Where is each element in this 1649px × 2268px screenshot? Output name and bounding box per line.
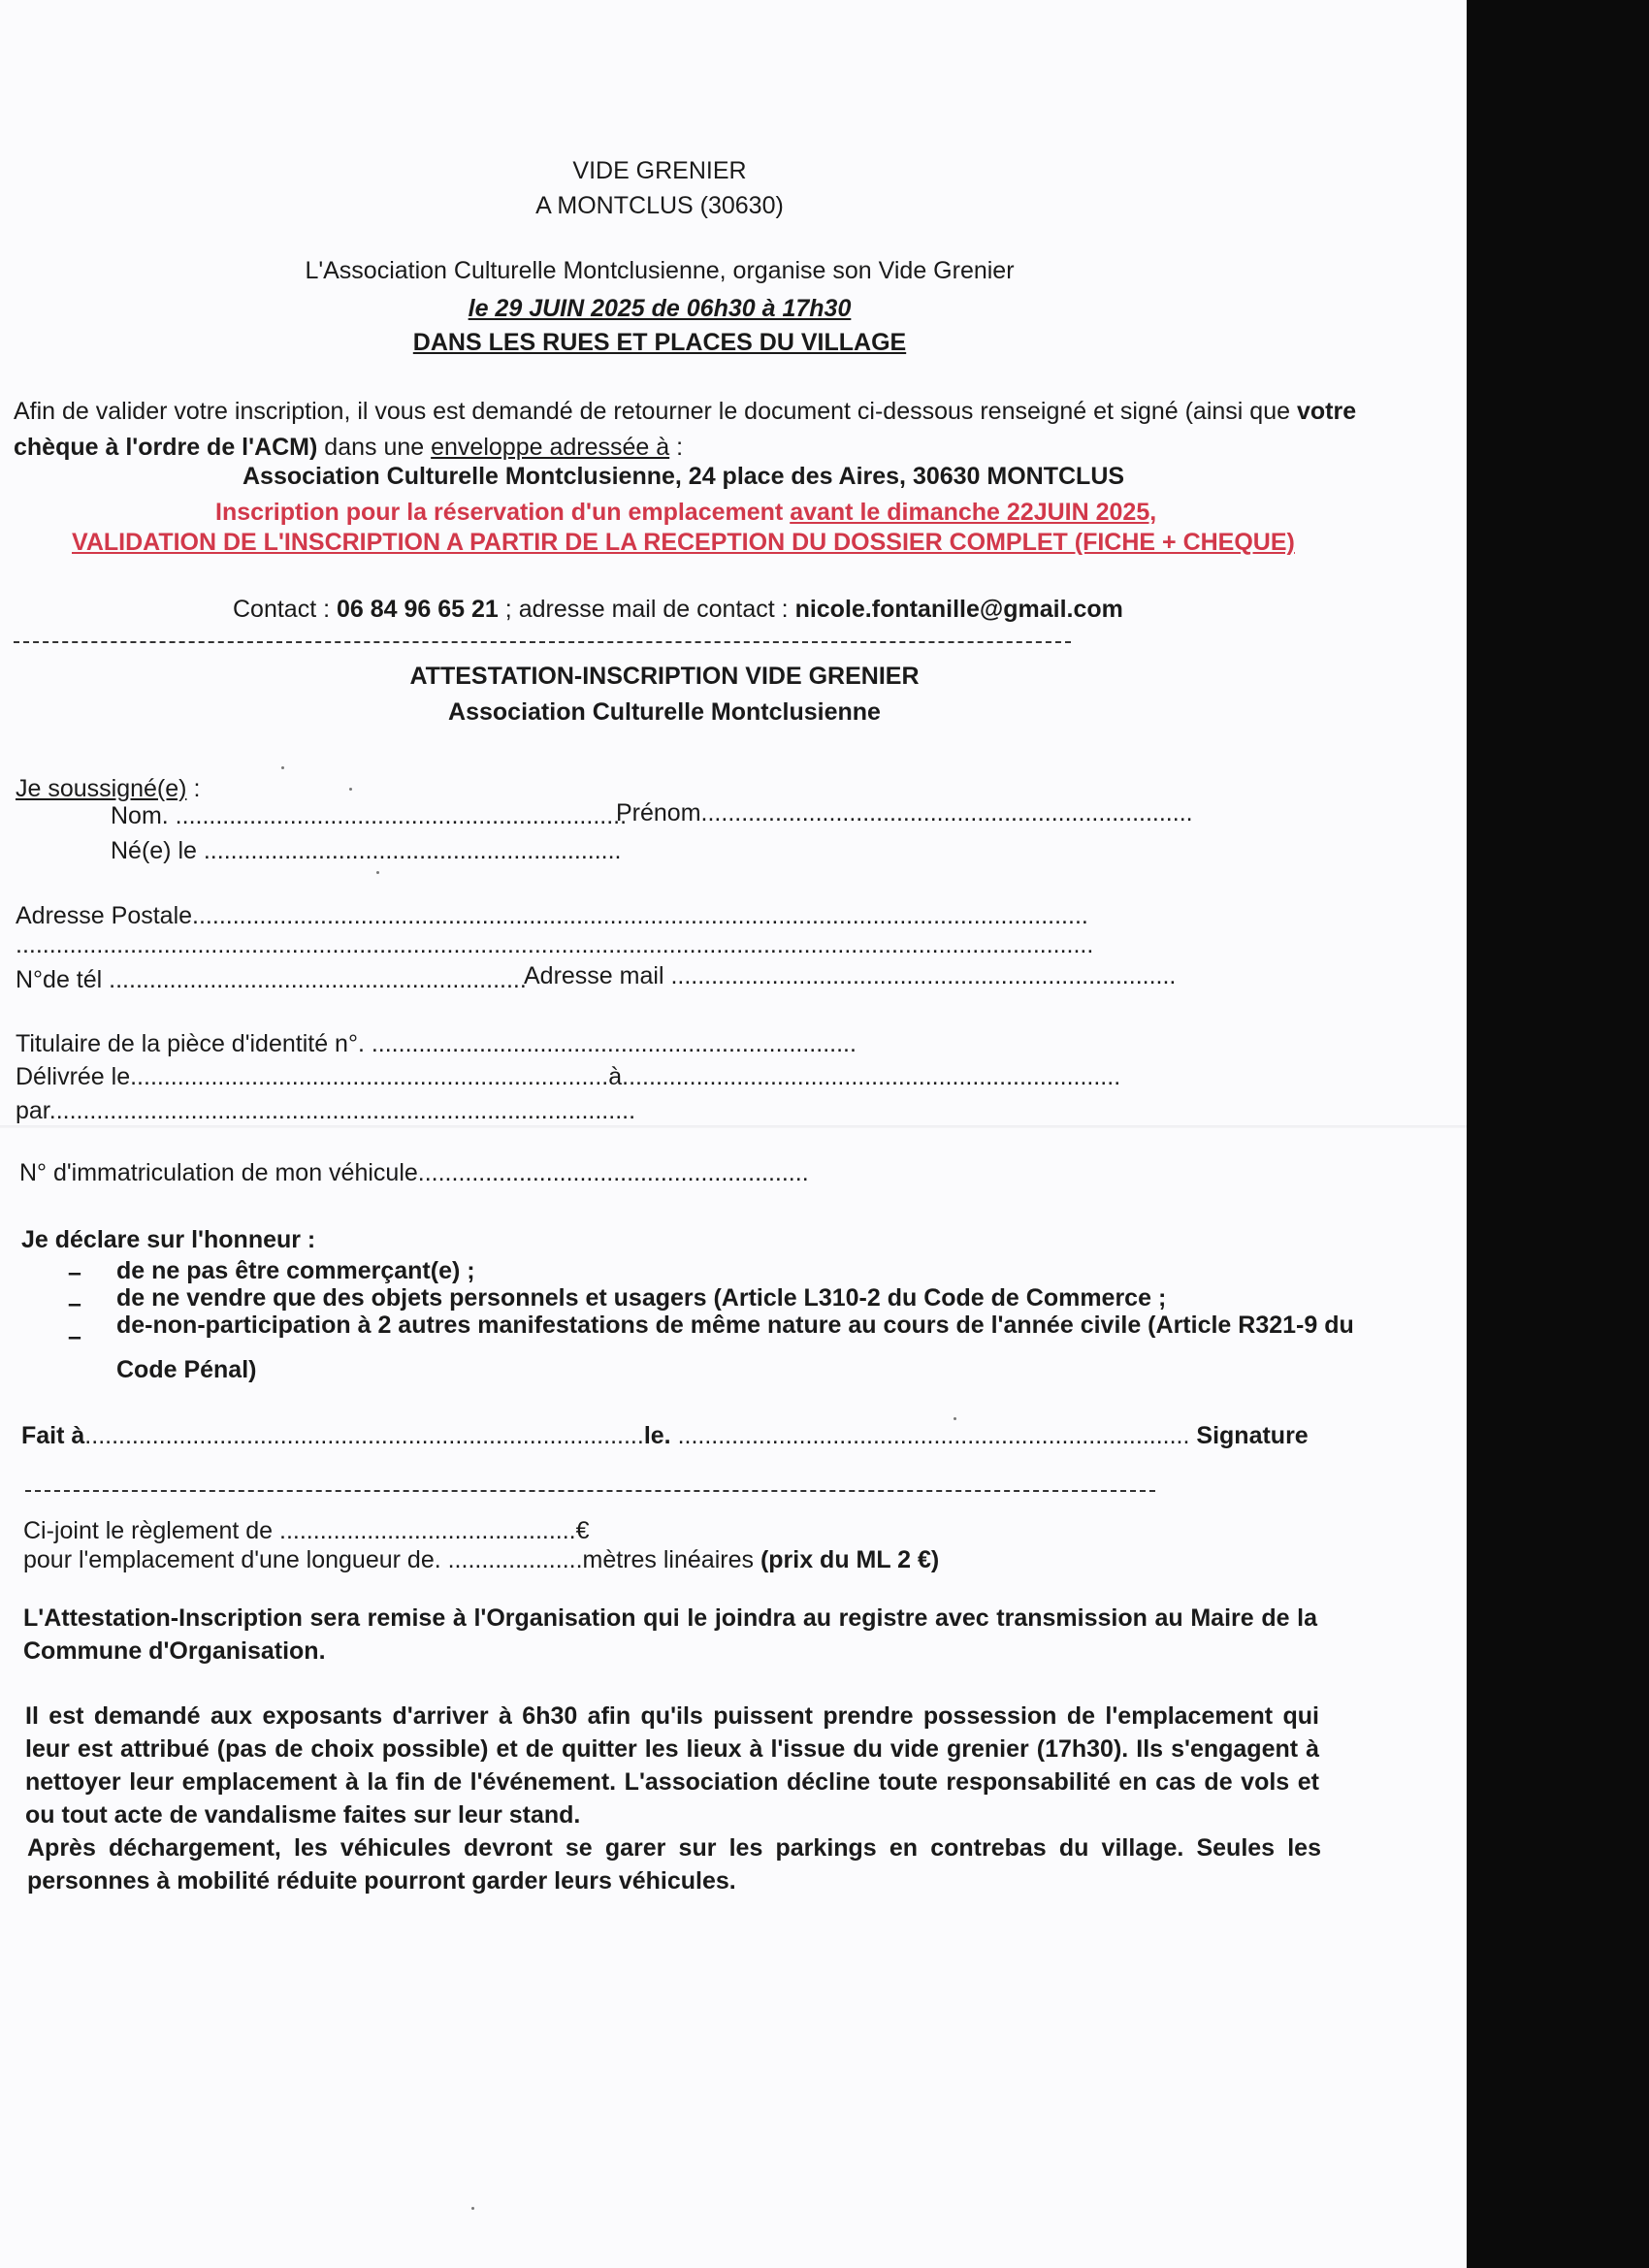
attestation-subtitle: Association Culturelle Montclusienne [448,698,881,726]
field-phone[interactable]: N°de tél .............................................................. [16,966,527,993]
undersigned-label: Je soussigné(e) : [16,775,201,802]
field-issued-by[interactable]: par....................................................................................... [16,1097,636,1124]
contact-line: Contact : 06 84 96 65 21 ; adresse mail de contact : nicole.fontanille@gmail.com [233,596,1123,623]
scan-border [1467,0,1649,2268]
scan-speck [471,2207,474,2210]
organizer-line: L'Association Culturelle Montclusienne, organise son Vide Grenier [305,257,1015,284]
paragraph-registry: L'Attestation-Inscription sera remise à l'Organisation qui le joindra au registre avec transmission au Maire de la Commune d'Organisation. [23,1604,1317,1665]
validation-notice: VALIDATION DE L'INSCRIPTION A PARTIR DE LA RECEPTION DU DOSSIER COMPLET (FICHE + CHEQUE) [72,529,1295,556]
declaration-item: de-non-participation à 2 autres manifestations de même nature au cours de l'année civile (Article R321-9 du [116,1312,1354,1339]
place-date-signature-line[interactable]: Fait à...................................................................................le. ............................................................................ Signature [21,1422,1309,1449]
field-issued-on-at[interactable]: Délivrée le.......................................................................à.......................................................................... [16,1063,1121,1090]
event-date: le 29 JUIN 2025 de 06h30 à 17h30 [468,295,852,322]
scan-speck [349,788,352,791]
title-line-1: VIDE GRENIER [572,157,747,184]
field-pitch-length[interactable]: pour l'emplacement d'une longueur de. ....................mètres linéaires (prix du ML 2 €) [23,1546,940,1573]
contact-email: nicole.fontanille@gmail.com [794,596,1123,623]
field-last-name[interactable]: Nom. ................................................................... [111,802,628,829]
declaration-item: de ne pas être commerçant(e) ; [116,1257,475,1284]
dash-bullet: – [68,1290,81,1317]
scan-speck [376,871,379,874]
declaration-item: de ne vendre que des objets personnels et usagers (Article L310-2 du Code de Commerce ; [116,1284,1167,1312]
field-vehicle-registration[interactable]: N° d'immatriculation de mon véhicule.......................................................... [19,1159,809,1186]
event-location: DANS LES RUES ET PLACES DU VILLAGE [412,329,907,356]
scan-speck [281,766,284,769]
title-line-2: A MONTCLUS (30630) [535,192,784,219]
field-first-name[interactable]: Prénom......................................................................... [616,799,1193,826]
registration-deadline: Inscription pour la réservation d'un emplacement avant le dimanche 22JUIN 2025, [215,499,1157,526]
contact-phone: 06 84 96 65 21 [337,596,499,623]
field-email[interactable]: Adresse mail ........................................................................... [524,962,1177,989]
cut-line-1 [14,641,1071,643]
field-birth-date[interactable]: Né(e) le .............................................................. [111,837,622,864]
instructions-line-1: Afin de valider votre inscription, il vous est demandé de retourner le document ci-dessous renseigné et signé (ainsi que votre [14,398,1357,425]
field-id-number[interactable]: Titulaire de la pièce d'identité n°. ........................................................................ [16,1030,857,1057]
paragraph-exhibitor-rules: Il est demandé aux exposants d'arriver à 6h30 afin qu'ils puissent prendre possession de l'emplacement qui leur est attribué (pas de choix possible) et de quitter les lieux à l'issue du vide grenier (17h30). Ils s'engagent à nettoyer leur emplacement à la fin de l'événement. L'association décline toute responsabilité en cas de vols et ou tout acte de vandalisme faites sur leur stand. [25,1702,1319,1829]
declaration-item-continued: Code Pénal) [116,1356,257,1383]
declaration-heading: Je déclare sur l'honneur : [21,1226,316,1253]
field-payment-amount[interactable]: Ci-joint le règlement de ............................................€ [23,1517,590,1544]
dash-bullet: – [68,1259,81,1286]
cut-line-2 [25,1490,1155,1492]
dash-bullet: – [68,1323,81,1350]
scan-speck [954,1417,956,1420]
instructions-line-2: chèque à l'ordre de l'ACM) dans une enveloppe adressée à : [14,434,684,461]
field-postal-address-line-2[interactable]: ................................................................................................................................................................ [16,931,1094,958]
field-postal-address[interactable]: Adresse Postale..................................................................................................................................... [16,902,1088,929]
paragraph-parking: Après déchargement, les véhicules devront se garer sur les parkings en contrebas du village. Seules les personnes à mobilité réduite pourront garder leurs véhicules. [27,1834,1321,1895]
mailing-address: Association Culturelle Montclusienne, 24 place des Aires, 30630 MONTCLUS [242,463,1125,490]
attestation-title: ATTESTATION-INSCRIPTION VIDE GRENIER [409,663,920,690]
signature-label: Signature [1196,1422,1309,1449]
